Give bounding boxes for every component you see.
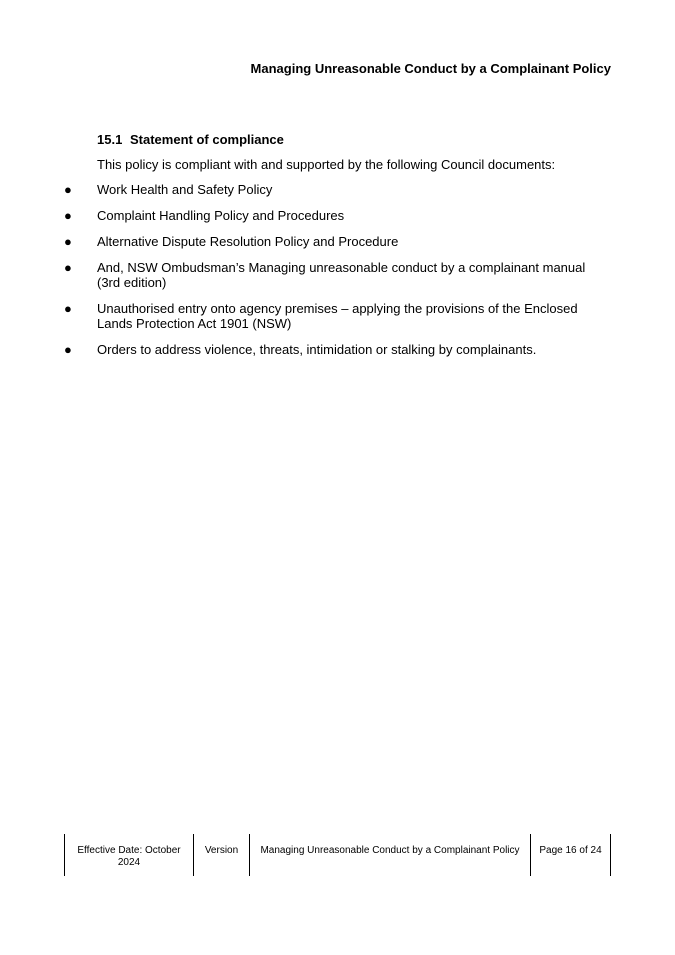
bullet-icon: ● <box>64 301 72 316</box>
list-item-text: Orders to address violence, threats, intimidation or stalking by complainants. <box>97 342 537 357</box>
bullet-icon: ● <box>64 182 72 197</box>
compliance-list <box>0 182 675 368</box>
footer-effective-date: Effective Date: October 2024 <box>64 834 193 876</box>
bullet-icon: ● <box>64 234 72 249</box>
page-footer <box>64 834 611 876</box>
section-number: 15.1 <box>97 132 123 147</box>
list-item <box>0 260 607 290</box>
footer-page-number: Page 16 of 24 <box>530 834 611 876</box>
list-item-text: Complaint Handling Policy and Procedures <box>97 208 345 223</box>
list-item <box>0 182 607 197</box>
list-item <box>0 234 607 249</box>
section-intro: This policy is compliant with and supported by the following Council documents: <box>97 157 556 172</box>
section-heading <box>97 132 284 147</box>
list-item-text: Alternative Dispute Resolution Policy and Procedure <box>97 234 399 249</box>
list-item-text: And, NSW Ombudsman’s Managing unreasonable conduct by a complainant manual (3rd edition) <box>97 260 586 290</box>
list-item-text: Work Health and Safety Policy <box>97 182 273 197</box>
bullet-icon: ● <box>64 342 72 357</box>
list-item <box>0 342 607 357</box>
footer-policy-name: Managing Unreasonable Conduct by a Complainant Policy <box>249 834 530 876</box>
list-item <box>0 208 607 223</box>
page-header-title: Managing Unreasonable Conduct by a Complainant Policy <box>250 61 611 76</box>
section-title: Statement of compliance <box>130 132 284 147</box>
bullet-icon: ● <box>64 260 72 275</box>
list-item-text: Unauthorised entry onto agency premises – applying the provisions of the Enclosed Lands Protection Act 1901 (NSW) <box>97 301 578 331</box>
list-item <box>0 301 607 331</box>
footer-version: Version <box>193 834 249 876</box>
bullet-icon: ● <box>64 208 72 223</box>
